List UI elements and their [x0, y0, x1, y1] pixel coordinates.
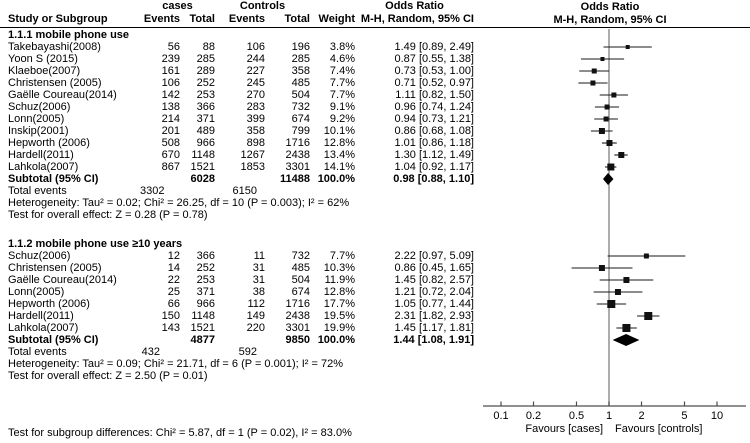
events-cases-value: 22 [167, 274, 180, 286]
total-controls-value: 504 [291, 274, 310, 286]
weight-value: 12.8% [323, 286, 355, 298]
events-cases-value: 150 [161, 310, 180, 322]
study-name: Gaëlle Coureau(2014) [8, 89, 117, 101]
events-cases-value: 867 [161, 161, 180, 173]
or-ci-value: 0.71 [0.52, 0.97] [394, 77, 474, 89]
subtotal-row [0, 173, 480, 185]
weight-value: 12.8% [323, 137, 355, 149]
total-events-row [0, 185, 480, 197]
col-total-controls: Total [284, 13, 310, 25]
or-ci-value: 1.45 [1.17, 1.81] [394, 322, 474, 334]
subgroup-block-1 [0, 29, 480, 221]
subtotal-total-controls: 11488 [280, 173, 310, 185]
study-name: Lonn(2005) [8, 113, 65, 125]
col-weight: Weight [318, 13, 355, 25]
blank [180, 185, 215, 197]
subgroup-title [0, 29, 480, 41]
total-cases-value: 966 [196, 298, 215, 310]
study-row [0, 65, 480, 77]
study-row [0, 274, 480, 286]
events-controls-value: 112 [247, 298, 265, 310]
weight-value: 9.1% [329, 101, 355, 113]
events-controls-value: 358 [246, 125, 265, 137]
study-row [0, 53, 480, 65]
ci-marker [606, 140, 612, 146]
study-row [0, 89, 480, 101]
subgroup-block-2 [0, 238, 480, 382]
total-controls-value: 732 [291, 250, 310, 262]
ci-marker [590, 81, 595, 86]
subtotal-weight: 100.0% [317, 334, 355, 346]
weight-value: 19.5% [323, 310, 355, 322]
weight-value: 7.4% [329, 65, 355, 77]
total-controls-value: 485 [291, 77, 310, 89]
weight-value: 10.1% [323, 125, 355, 137]
ci-marker [607, 164, 614, 171]
weight-value: 11.9% [324, 274, 355, 286]
blank [215, 334, 265, 346]
subtotal-total-cases: 6028 [190, 173, 215, 185]
ci-marker [611, 93, 616, 98]
study-row [0, 262, 480, 274]
study-name: Schuz(2006) [8, 101, 71, 113]
weight-value: 9.2% [329, 113, 355, 125]
total-events-label: Total events [8, 185, 67, 197]
or-ci-value: 0.96 [0.74, 1.24] [394, 101, 474, 113]
heterogeneity-label: Heterogeneity: Tau² = 0.09; Chi² = 21.71, df = 6 (P = 0.001); I² = 72% [8, 358, 343, 370]
study-name: Gaëlle Coureau(2014) [8, 274, 117, 286]
weight-value: 14.1% [323, 161, 355, 173]
subgroup-title [0, 238, 480, 250]
or-ci-value: 0.86 [0.45, 1.65] [394, 262, 474, 274]
events-cases-value: 143 [161, 322, 180, 334]
subtotal-row [0, 334, 480, 346]
ci-marker [626, 45, 630, 49]
overall-effect-text [0, 209, 480, 221]
events-controls-value: 31 [252, 262, 265, 274]
total-events-cases: 3302 [140, 185, 165, 197]
total-controls-value: 799 [291, 125, 310, 137]
total-cases-value: 366 [196, 250, 215, 262]
study-row [0, 250, 480, 262]
total-events-controls: 592 [238, 346, 257, 358]
total-cases-value: 371 [196, 113, 215, 125]
total-controls-value: 285 [291, 53, 310, 65]
events-cases-value: 214 [161, 113, 180, 125]
ci-marker [615, 289, 621, 295]
axis-tick-label: 0.2 [525, 410, 542, 422]
total-cases-value: 966 [196, 137, 215, 149]
events-cases-value: 66 [167, 298, 180, 310]
total-controls-value: 485 [291, 262, 310, 274]
ci-marker [592, 69, 597, 74]
events-controls-value: 1853 [240, 161, 265, 173]
ci-marker [604, 117, 609, 122]
subgroup-title-label: 1.1.2 mobile phone use ≥10 years [8, 238, 183, 250]
total-cases-value: 252 [196, 77, 215, 89]
study-row [0, 77, 480, 89]
subtotal-label: Subtotal (95% CI) [8, 173, 99, 185]
study-row [0, 286, 480, 298]
study-name: Yoon S (2015) [8, 53, 78, 65]
subtotal-diamond [613, 334, 640, 346]
total-controls-value: 674 [291, 286, 310, 298]
total-events-cases: 432 [141, 346, 160, 358]
total-cases-value: 1148 [191, 310, 215, 322]
axis-label-right: Favours [controls] [615, 423, 703, 435]
events-cases-value: 161 [161, 65, 180, 77]
plot-subtitle: M-H, Random, 95% CI [553, 14, 667, 26]
heterogeneity-label: Heterogeneity: Tau² = 0.02; Chi² = 26.25, df = 10 (P = 0.003); I² = 62% [8, 197, 350, 209]
blank [215, 173, 265, 185]
study-name: Hardell(2011) [8, 310, 74, 322]
events-cases-value: 106 [161, 77, 180, 89]
blank [180, 346, 215, 358]
or-ci-value: 1.30 [1.12, 1.49] [394, 149, 474, 161]
subtotal-total-cases: 4877 [190, 334, 215, 346]
or-ci-value: 2.31 [1.82, 2.93] [394, 310, 474, 322]
study-row [0, 101, 480, 113]
total-controls-value: 2438 [285, 310, 310, 322]
ci-marker [599, 265, 605, 271]
study-row [0, 161, 480, 173]
total-cases-value: 285 [196, 53, 215, 65]
ci-marker [644, 254, 649, 259]
study-row [0, 149, 480, 161]
or-ci-value: 2.22 [0.97, 5.09] [394, 250, 474, 262]
events-cases-value: 508 [161, 137, 180, 149]
axis-tick-label: 0.1 [493, 410, 509, 422]
or-ci-value: 1.04 [0.92, 1.17] [394, 161, 474, 173]
study-name: Hardell(2011) [8, 149, 74, 161]
study-name: Hepworth (2006) [8, 137, 90, 149]
total-cases-value: 371 [196, 286, 215, 298]
plot-title: Odds Ratio [580, 1, 640, 13]
or-ci-value: 1.05 [0.77, 1.44] [394, 298, 474, 310]
or-ci-value: 0.87 [0.55, 1.38] [394, 53, 474, 65]
group-spacer [0, 0, 140, 13]
weight-value: 7.7% [329, 250, 355, 262]
study-name: Takebayashi(2008) [8, 41, 101, 53]
study-row [0, 298, 480, 310]
subgroup-title-label: 1.1.1 mobile phone use [8, 29, 130, 41]
study-row [0, 310, 480, 322]
events-controls-value: 898 [246, 137, 265, 149]
or-ci-value: 0.86 [0.68, 1.08] [394, 125, 474, 137]
or-ci-value: 1.45 [0.82, 2.57] [394, 274, 474, 286]
events-controls-value: 245 [246, 77, 265, 89]
total-cases-value: 489 [196, 125, 215, 137]
study-row [0, 125, 480, 137]
forest-plot-canvas [480, 0, 750, 443]
study-row [0, 322, 480, 334]
group-spacer2 [310, 0, 355, 13]
weight-value: 17.7% [323, 298, 355, 310]
subtotal-or-ci: 1.44 [1.08, 1.91] [393, 334, 474, 346]
study-name: Christensen (2005) [8, 77, 102, 89]
events-cases-value: 138 [161, 101, 180, 113]
events-cases-value: 239 [161, 53, 180, 65]
total-controls-value: 732 [291, 101, 310, 113]
study-row [0, 113, 480, 125]
col-events-cases: Events [143, 13, 180, 25]
events-cases-value: 670 [161, 149, 180, 161]
ci-marker [618, 152, 624, 158]
events-controls-value: 220 [246, 322, 265, 334]
subtotal-or-ci: 0.98 [0.88, 1.10] [393, 173, 474, 185]
total-events-row [0, 346, 480, 358]
ci-marker [644, 312, 652, 320]
study-name: Klaeboe(2007) [8, 65, 81, 77]
axis-tick-label: 2 [638, 410, 645, 422]
total-controls-value: 1716 [285, 298, 310, 310]
total-controls-value: 2438 [285, 149, 310, 161]
odds-ratio-group-label: Odds Ratio [385, 0, 444, 12]
ci-marker [623, 277, 629, 283]
blank [140, 334, 180, 346]
total-cases-value: 88 [202, 41, 215, 53]
ci-marker [599, 128, 605, 134]
controls-group-label: Controls [239, 0, 286, 12]
subtotal-weight: 100.0% [317, 173, 355, 185]
events-controls-value: 399 [246, 113, 265, 125]
events-controls-value: 283 [246, 101, 265, 113]
weight-value: 13.4% [323, 149, 355, 161]
total-cases-value: 253 [196, 274, 215, 286]
weight-value: 3.8% [329, 41, 355, 53]
or-ci-value: 0.73 [0.53, 1.00] [394, 65, 474, 77]
col-or-ci: M-H, Random, 95% CI [360, 13, 474, 25]
axis-tick-label: 5 [681, 410, 688, 422]
events-controls-value: 1267 [240, 149, 265, 161]
total-controls-value: 358 [291, 65, 310, 77]
overall-effect-text [0, 370, 480, 382]
weight-value: 10.3% [323, 262, 355, 274]
total-cases-value: 289 [196, 65, 215, 77]
events-cases-value: 142 [161, 89, 180, 101]
events-controls-value: 38 [252, 286, 265, 298]
events-cases-value: 56 [167, 41, 180, 53]
weight-value: 7.7% [329, 77, 355, 89]
total-cases-value: 1148 [191, 149, 215, 161]
axis-label-left: Favours [cases] [525, 423, 603, 435]
heterogeneity-text [0, 197, 480, 209]
subtotal-diamond [603, 173, 613, 185]
overall-effect-label: Test for overall effect: Z = 0.28 (P = 0.78) [8, 209, 208, 221]
study-row [0, 41, 480, 53]
ci-marker [622, 324, 630, 332]
total-cases-value: 252 [196, 262, 215, 274]
events-controls-value: 270 [246, 89, 265, 101]
overall-effect-label: Test for overall effect: Z = 2.50 (P = 0.01) [8, 370, 208, 382]
or-ci-value: 1.21 [0.72, 2.04] [394, 286, 474, 298]
axis-tick-label: 1 [605, 410, 613, 422]
total-controls-value: 196 [291, 41, 310, 53]
subtotal-total-controls: 9850 [285, 334, 310, 346]
study-name: Hepworth (2006) [8, 298, 90, 310]
total-events-controls: 6150 [232, 185, 257, 197]
col-total-cases: Total [189, 13, 215, 25]
ci-marker [605, 105, 610, 110]
axis-tick-label: 0.5 [568, 410, 585, 422]
study-name: Lonn(2005) [8, 286, 65, 298]
events-controls-value: 227 [246, 65, 265, 77]
weight-value: 19.9% [323, 322, 355, 334]
study-name: Inskip(2001) [8, 125, 69, 137]
subgroup-difference-text: Test for subgroup differences: Chi² = 5.87, df = 1 (P = 0.02), I² = 83.0% [8, 427, 352, 439]
events-cases-value: 201 [161, 125, 180, 137]
events-cases-value: 14 [167, 262, 180, 274]
events-controls-value: 149 [246, 310, 265, 322]
events-controls-value: 244 [246, 53, 265, 65]
or-ci-value: 1.11 [0.82, 1.50] [395, 89, 474, 101]
events-cases-value: 25 [167, 286, 180, 298]
ci-marker [600, 57, 604, 61]
ci-marker [607, 300, 615, 308]
total-cases-value: 1521 [190, 161, 215, 173]
or-ci-value: 1.01 [0.86, 1.18] [394, 137, 474, 149]
events-controls-value: 106 [246, 41, 265, 53]
total-controls-value: 674 [291, 113, 310, 125]
study-name: Christensen (2005) [8, 262, 102, 274]
events-cases-value: 12 [167, 250, 180, 262]
col-events-controls: Events [228, 13, 265, 25]
total-cases-value: 253 [196, 89, 215, 101]
col-study: Study or Subgroup [8, 13, 108, 25]
or-ci-value: 1.49 [0.89, 2.49] [394, 41, 474, 53]
study-name: Lahkola(2007) [8, 161, 79, 173]
total-events-label: Total events [8, 346, 67, 358]
total-controls-value: 3301 [285, 161, 310, 173]
subtotal-label: Subtotal (95% CI) [8, 334, 99, 346]
cases-group-label: cases [162, 0, 193, 12]
axis-tick-label: 10 [710, 410, 724, 422]
events-controls-value: 11 [253, 250, 265, 262]
total-controls-value: 1716 [285, 137, 310, 149]
study-name: Schuz(2006) [8, 250, 71, 262]
heterogeneity-text [0, 358, 480, 370]
or-ci-value: 0.94 [0.73, 1.21] [394, 113, 474, 125]
total-cases-value: 366 [196, 101, 215, 113]
weight-value: 7.7% [329, 89, 355, 101]
total-controls-value: 504 [291, 89, 310, 101]
weight-value: 4.6% [329, 53, 355, 65]
total-controls-value: 3301 [285, 322, 310, 334]
study-row [0, 137, 480, 149]
events-controls-value: 31 [252, 274, 265, 286]
total-cases-value: 1521 [190, 322, 215, 334]
blank [140, 173, 180, 185]
study-name: Lahkola(2007) [8, 322, 79, 334]
